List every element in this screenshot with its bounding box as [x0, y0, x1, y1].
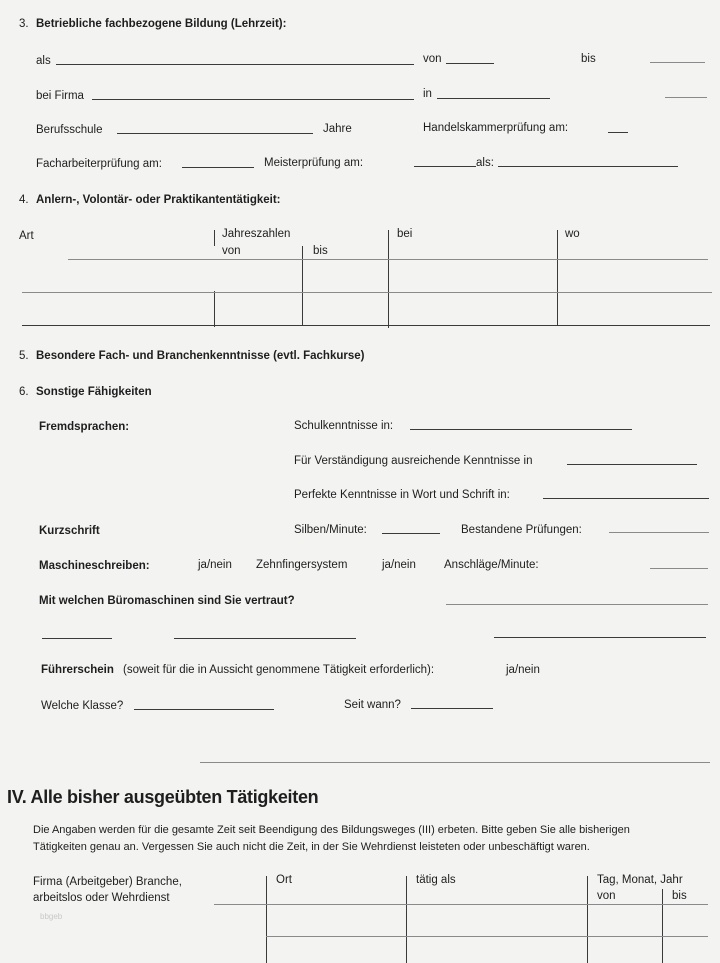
- label-seit: Seit wann?: [344, 699, 401, 711]
- option-janein-2[interactable]: ja/nein: [382, 559, 416, 571]
- label-perfekt: Perfekte Kenntnisse in Wort und Schrift in:: [294, 489, 510, 501]
- col-art: Art: [19, 230, 34, 242]
- field-handelskammer[interactable]: [608, 132, 628, 133]
- row-3-line[interactable]: [22, 325, 710, 326]
- col-divider-vonbis: [302, 246, 303, 326]
- field-bueromaschinen-2c[interactable]: [494, 637, 706, 638]
- field-meister[interactable]: [414, 166, 476, 167]
- label-pruefungen: Bestandene Prüfungen:: [461, 524, 582, 536]
- section-iv-intro-2: Tätigkeiten genau an. Vergessen Sie auch nicht die Zeit, in der Sie Wehrdienst leisteten oder unbeschäftigt waren.: [33, 841, 590, 853]
- label-jahre: Jahre: [323, 123, 352, 135]
- label-fremdsprachen: Fremdsprachen:: [39, 421, 130, 433]
- field-silben[interactable]: [382, 533, 440, 534]
- label-in: in: [423, 88, 432, 100]
- col-iv-divider-vonbis: [662, 889, 663, 963]
- label-meister: Meisterprüfung am:: [264, 157, 364, 169]
- label-bei-firma: bei Firma: [36, 90, 84, 102]
- col-divider-3: [557, 230, 558, 326]
- section-6-number: 6.: [19, 386, 29, 398]
- section-6-title: Sonstige Fähigkeiten: [36, 386, 152, 398]
- section-5-title: Besondere Fach- und Branchenkenntnisse (evtl. Fachkurse): [36, 350, 365, 362]
- label-anschlaege: Anschläge/Minute:: [444, 559, 539, 571]
- col-bis: bis: [313, 245, 328, 257]
- col-taetig: tätig als: [416, 874, 456, 886]
- field-als2[interactable]: [498, 166, 678, 167]
- field-anschlaege[interactable]: [650, 568, 708, 569]
- col-iv-divider-3: [587, 876, 588, 963]
- col-bis-iv: bis: [672, 890, 687, 902]
- field-als[interactable]: [56, 64, 414, 65]
- field-verstaendigung[interactable]: [567, 464, 697, 465]
- label-bis: bis: [581, 53, 596, 65]
- section-iv-intro-1: Die Angaben werden für die gesamte Zeit seit Beendigung des Bildungsweges (III) erbeten. Bitte geben Sie alle bisherigen: [33, 824, 630, 836]
- label-von: von: [423, 53, 442, 65]
- field-bueromaschinen[interactable]: [446, 604, 708, 605]
- col-von-iv: von: [597, 890, 616, 902]
- col-ort: Ort: [276, 874, 292, 886]
- label-bueromaschinen: Mit welchen Büromaschinen sind Sie vertraut?: [39, 595, 295, 607]
- col-iv-divider-2: [406, 876, 407, 963]
- field-in[interactable]: [437, 98, 550, 99]
- stamp-mark: bbgeb: [40, 912, 63, 921]
- divider-bottom-section: [200, 762, 710, 763]
- row-iv-2-line[interactable]: [266, 936, 708, 937]
- section-5-number: 5.: [19, 350, 29, 362]
- label-zehnfinger: Zehnfingersystem: [256, 559, 348, 571]
- field-pruefungen[interactable]: [609, 532, 709, 533]
- field-von[interactable]: [446, 63, 494, 64]
- row-iv-1-line[interactable]: [214, 904, 708, 905]
- option-janein-3[interactable]: ja/nein: [506, 664, 540, 676]
- field-klasse[interactable]: [134, 709, 274, 710]
- field-bis[interactable]: [650, 62, 705, 63]
- section-iv-heading: IV. Alle bisher ausgeübten Tätigkeiten: [7, 787, 319, 807]
- label-kurzschrift: Kurzschrift: [39, 525, 100, 537]
- label-handelskammer: Handelskammerprüfung am:: [423, 122, 569, 134]
- row-2-line[interactable]: [22, 292, 712, 293]
- label-fuehrerschein: Führerschein: [41, 664, 114, 676]
- label-silben: Silben/Minute:: [294, 524, 367, 536]
- field-bueromaschinen-2b[interactable]: [174, 638, 356, 639]
- col-firma-1: Firma (Arbeitgeber) Branche,: [33, 876, 182, 888]
- field-berufsschule[interactable]: [117, 133, 313, 134]
- col-jahreszahlen: Jahreszahlen: [222, 228, 291, 240]
- field-seit[interactable]: [411, 708, 493, 709]
- col-datum: Tag, Monat, Jahr: [597, 874, 683, 886]
- field-schulkenntnisse[interactable]: [410, 429, 632, 430]
- col-divider-1: [214, 230, 215, 246]
- col-firma-2: arbeitslos oder Wehrdienst: [33, 892, 170, 904]
- field-in-ext[interactable]: [665, 97, 707, 98]
- label-berufsschule: Berufsschule: [36, 124, 103, 136]
- label-facharbeiter: Facharbeiterprüfung am:: [36, 158, 162, 170]
- label-fuehrerschein-note: (soweit für die in Aussicht genommene Tätigkeit erforderlich):: [123, 664, 435, 676]
- field-facharbeiter[interactable]: [182, 167, 254, 168]
- field-bueromaschinen-2a[interactable]: [42, 638, 112, 639]
- section-4-number: 4.: [19, 194, 29, 206]
- label-als: als: [36, 55, 51, 67]
- col-iv-divider-1: [266, 876, 267, 963]
- col-bei: bei: [397, 228, 413, 240]
- col-divider-2: [388, 230, 389, 328]
- field-bei-firma[interactable]: [92, 99, 414, 100]
- label-klasse: Welche Klasse?: [41, 700, 124, 712]
- section-3-title: Betriebliche fachbezogene Bildung (Lehrzeit):: [36, 18, 287, 30]
- col-von: von: [222, 245, 241, 257]
- section-4-title: Anlern-, Volontär- oder Praktikantentätigkeit:: [36, 194, 281, 206]
- label-verstaendigung: Für Verständigung ausreichende Kenntnisse in: [294, 455, 533, 467]
- label-schulkenntnisse: Schulkenntnisse in:: [294, 420, 394, 432]
- row-1-line[interactable]: [68, 259, 708, 260]
- section-3-number: 3.: [19, 18, 29, 30]
- field-perfekt[interactable]: [543, 498, 709, 499]
- label-maschinen: Maschineschreiben:: [39, 560, 150, 572]
- col-divider-art: [214, 291, 215, 327]
- col-wo: wo: [565, 228, 580, 240]
- option-janein-1[interactable]: ja/nein: [198, 559, 232, 571]
- label-als2: als:: [476, 157, 494, 169]
